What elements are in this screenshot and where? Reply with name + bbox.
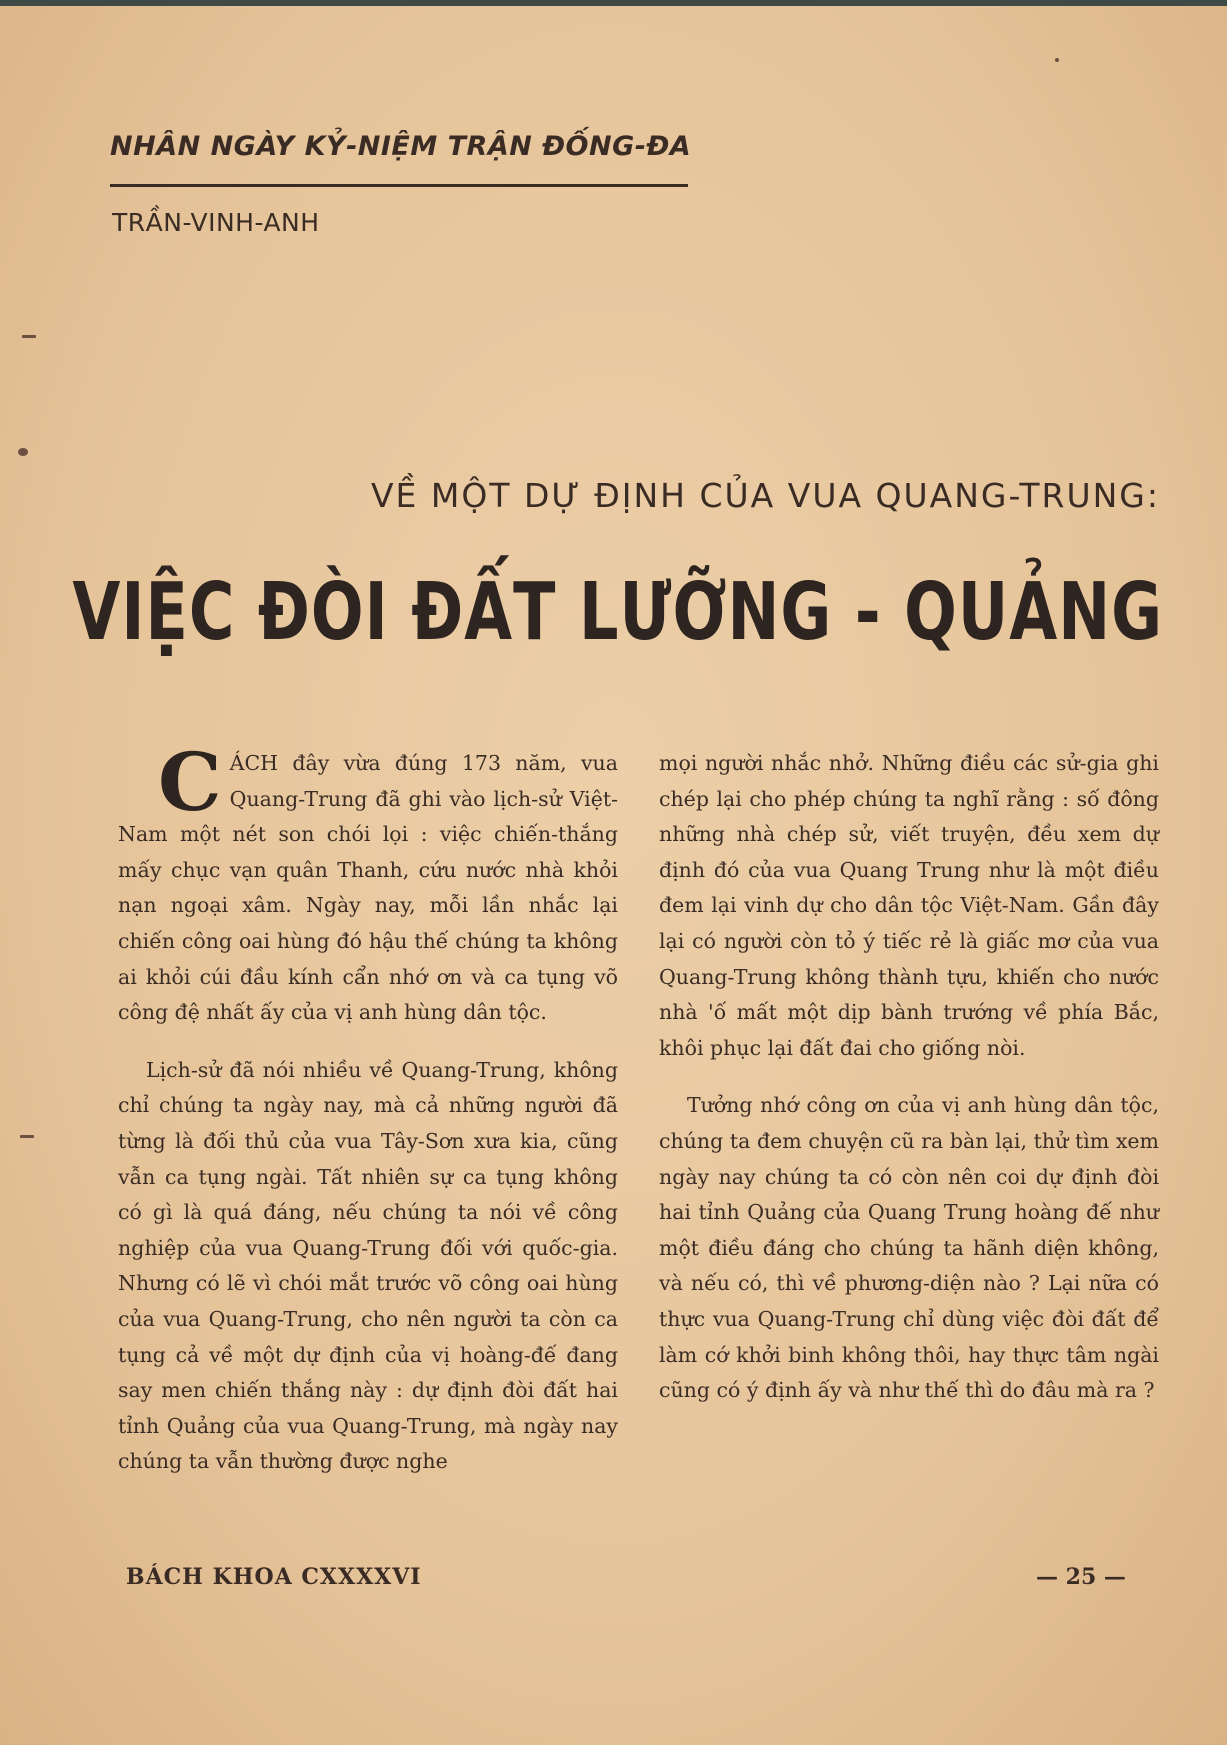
drop-cap: C — [158, 735, 222, 829]
paper-speck — [20, 1135, 34, 1138]
page-number: — 25 — — [1036, 1564, 1126, 1590]
author-name: TRẦN-VINH-ANH — [112, 208, 320, 237]
kicker-underline — [110, 184, 688, 187]
paragraph — [118, 735, 618, 1031]
top-border — [0, 0, 1227, 6]
paragraph: Tưởng nhớ công ơn của vị anh hùng dân tộc, chúng ta đem chuyện cũ ra bàn lại, thử tìm xem ngày nay chúng ta có còn nên coi dự định đòi hai tỉnh Quảng của Quang Trung hoàng đế như một điều đáng cho chúng ta hãnh diện không, và nếu có, thì về phương-diện nào ? Lại nữa có thực vua Quang-Trung chỉ dùng việc đòi đất để làm cớ khởi binh không thôi, hay thực tâm ngài cũng có ý định ấy và như thế thì do đâu mà ra ? — [659, 1093, 1159, 1403]
paragraph: mọi người nhắc nhở. Những điều các sử-gia ghi chép lại cho phép chúng ta nghĩ rằng : số đông những nhà chép sử, viết truyện, đều xem dự định đó của vua Quang Trung như là một điều đem lại vinh dự cho dân tộc Việt-Nam. Gần đây lại có người còn tỏ ý tiếc rẻ là giấc mơ của vua Quang-Trung không thành tựu, khiến cho nước nhà 'ố mất một dịp bành trướng về phía Bắc, khôi phục lại đất đai cho giống nòi. — [659, 751, 1159, 1060]
article-subtitle: VỀ MỘT DỰ ĐỊNH CỦA VUA QUANG-TRUNG: — [370, 476, 1160, 515]
publication-footer: BÁCH KHOA CXXXXVI — [126, 1564, 422, 1590]
left-column — [118, 735, 618, 1480]
paper-speck — [1055, 58, 1059, 62]
paragraph-text: ÁCH đây vừa đúng 173 năm, vua Quang-Trung đã ghi vào lịch-sử Việt-Nam một nét son chói lọi : việc chiến-thắng mấy chục vạn quân Thanh, cứu nước nhà khỏi nạn ngoại xâm. Ngày nay, mỗi lần nhắc lại chiến công oai hùng đó hậu thế chúng ta không ai khỏi cúi đầu kính cẩn nhớ ơn và ca tụng võ công đệ nhất ấy của vị anh hùng dân tộc. — [118, 751, 618, 1025]
kicker-heading: NHÂN NGÀY KỶ-NIỆM TRẬN ĐỐNG-ĐA — [110, 131, 692, 162]
paper-speck — [22, 335, 36, 338]
article-title: VIỆC ĐÒI ĐẤT LƯỠNG - QUẢNG — [72, 565, 1163, 659]
paragraph: Lịch-sử đã nói nhiều về Quang-Trung, không chỉ chúng ta ngày nay, mà cả những người đã từng là đối thủ của vua Tây-Sơn xưa kia, cũng vẫn ca tụng ngài. Tất nhiên sự ca tụng không có gì là quá đáng, nếu chúng ta nói về công nghiệp của vua Quang-Trung đối với quốc-gia. Nhưng có lẽ vì chói mắt trước võ công oai hùng của vua Quang-Trung, cho nên người ta còn ca tụng cả về một dự định của vị hoàng-đế đang say men chiến thắng này : dự định đòi đất hai tỉnh Quảng của vua Quang-Trung, mà ngày nay chúng ta vẫn thường được nghe — [118, 1057, 618, 1474]
paper-speck — [18, 448, 28, 456]
right-column — [659, 746, 1159, 1409]
